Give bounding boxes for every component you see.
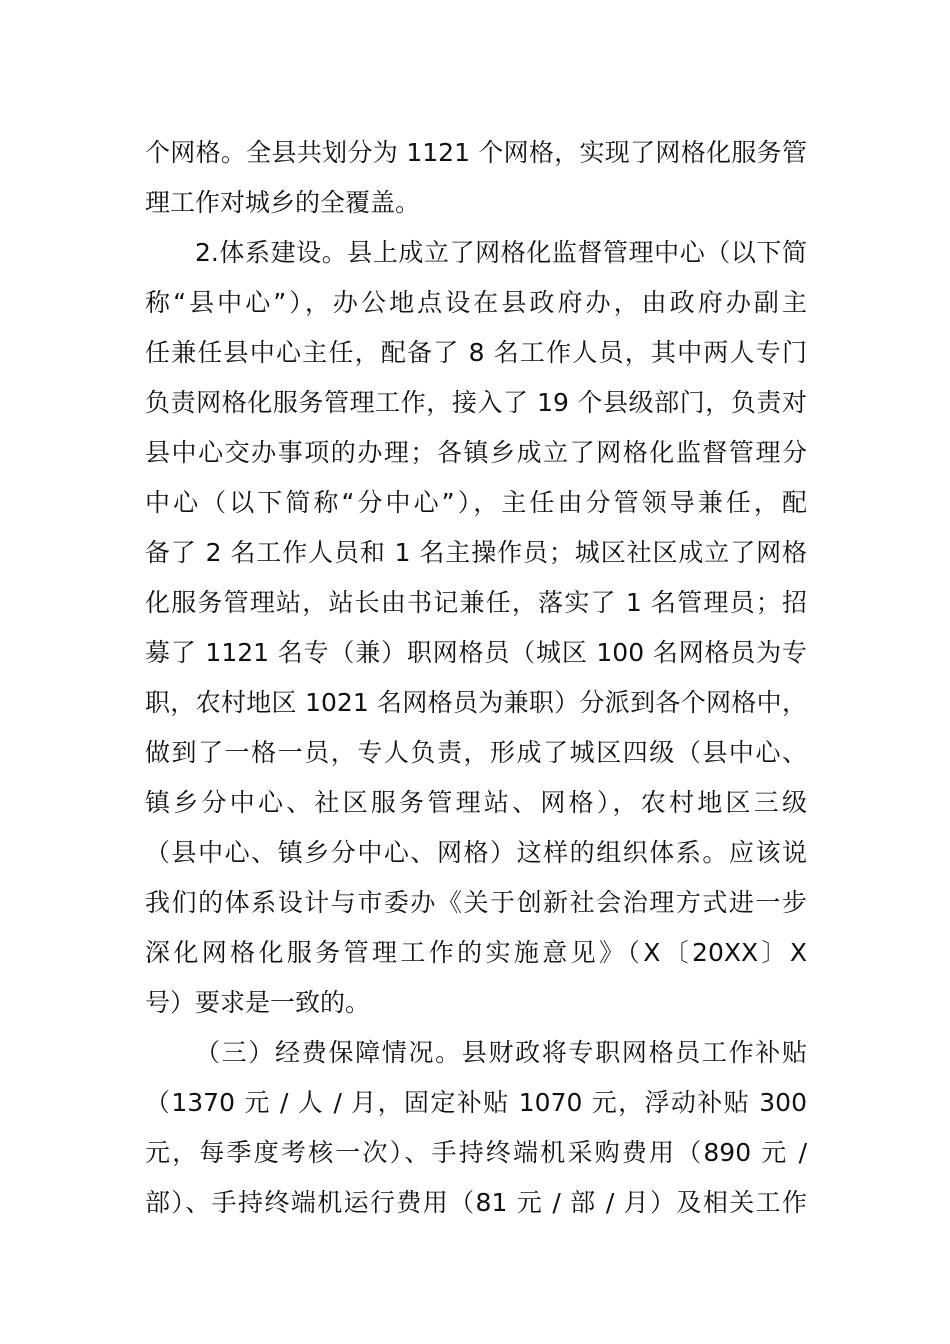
body-text (145, 128, 807, 1228)
text-line: （三）经费保障情况。县财政将专职网格员工作补贴 (195, 1038, 807, 1067)
text-line: 募了 1121 名专（兼）职网格员（城区 100 名网格员为专 (145, 638, 807, 667)
text-line: 部）、手持终端机运行费用（81 元 / 部 / 月）及相关工作 (145, 1188, 807, 1217)
text-line: 任兼任县中心主任，配备了 8 名工作人员，其中两人专门 (145, 338, 807, 367)
text-line: 个网格。全县共划分为 1121 个网格，实现了网格化服务管 (145, 138, 807, 167)
text-line: （县中心、镇乡分中心、网格）这样的组织体系。应该说 (145, 838, 807, 867)
text-line: （1370 元 / 人 / 月，固定补贴 1070 元，浮动补贴 300 (145, 1088, 807, 1117)
text-line: 镇乡分中心、社区服务管理站、网格），农村地区三级 (145, 788, 807, 817)
text-line: 理工作对城乡的全覆盖。 (145, 188, 421, 217)
text-line: 县中心交办事项的办理；各镇乡成立了网格化监督管理分 (145, 438, 807, 467)
text-line: 称“县中心”），办公地点设在县政府办，由政府办副主 (145, 288, 807, 317)
text-line: 深化网格化服务管理工作的实施意见》（X〔20XX〕X (145, 938, 807, 967)
text-line: 中心（以下简称“分中心”），主任由分管领导兼任，配 (145, 488, 807, 517)
text-line: 元，每季度考核一次）、手持终端机采购费用（890 元 / (145, 1138, 807, 1167)
text-line: 化服务管理站，站长由书记兼任，落实了 1 名管理员；招 (145, 588, 807, 617)
text-line: 号）要求是一致的。 (145, 988, 371, 1017)
text-line: 做到了一格一员，专人负责，形成了城区四级（县中心、 (145, 738, 807, 767)
text-line: 我们的体系设计与市委办《关于创新社会治理方式进一步 (145, 888, 807, 917)
text-line: 负责网格化服务管理工作，接入了 19 个县级部门，负责对 (145, 388, 807, 417)
text-line: 职，农村地区 1021 名网格员为兼职）分派到各个网格中， (145, 688, 807, 717)
text-line: 备了 2 名工作人员和 1 名主操作员；城区社区成立了网格 (145, 538, 807, 567)
text-line: 2.体系建设。县上成立了网格化监督管理中心（以下简 (195, 238, 807, 267)
